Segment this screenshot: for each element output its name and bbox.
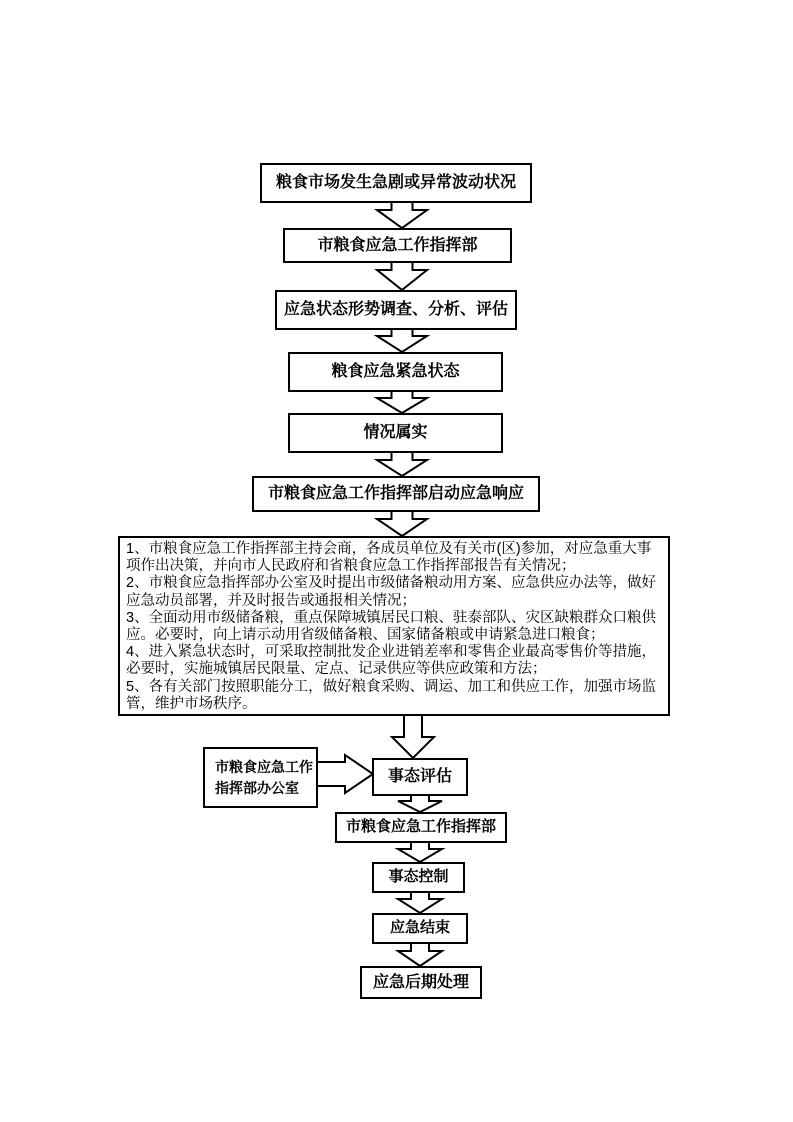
flow-box-market-fluctuation: 粮食市场发生急剧或异常波动状况: [260, 163, 532, 203]
flow-box-situation-assessment: 事态评估: [372, 758, 468, 796]
flow-box-headquarters: 市粮食应急工作指挥部: [283, 228, 512, 263]
flow-arrow-down-7: [398, 796, 442, 812]
measure-item-4: 4、进入紧急状态时，可采取控制批发企业进销差率和零售企业最高零售价等措施，必要时，实施城镇居民限量、定点、记录供应等供应政策和方法；: [126, 644, 657, 678]
office-label-line2: 指挥部办公室: [215, 779, 299, 796]
flow-arrow-right: [318, 755, 373, 793]
flow-box-emergency-state: 粮食应急紧急状态: [288, 352, 503, 392]
flow-box-office: [203, 747, 318, 808]
flow-arrow-down-10: [398, 944, 442, 966]
flow-arrow-down-2: [377, 263, 427, 290]
measure-item-5: 5、各有关部门按照职能分工，做好粮食采购、调运、加工和供应工作，加强市场监管，维护市场秩序。: [126, 678, 657, 712]
measure-item-1: 1、市粮食应急工作指挥部主持会商，各成员单位及有关市(区)参加，对应急重大事项作出决策，并向市人民政府和省粮食应急工作指挥部报告有关情况；: [126, 541, 652, 575]
measure-item-2: 2、市粮食应急指挥部办公室及时提出市级储备粮动用方案、应急供应办法等，做好应急动员部署，并及时报告或通报相关情况；: [126, 575, 657, 609]
flow-arrow-down-3: [377, 330, 427, 352]
flow-arrow-down-5: [377, 453, 427, 476]
flow-arrow-down-6: [377, 512, 427, 536]
flow-arrow-down-8: [398, 843, 442, 862]
office-label-line1: 市粮食应急工作: [215, 758, 313, 775]
flow-box-post-emergency: 应急后期处理: [360, 966, 482, 999]
measure-item-3: 3、全面动用市级储备粮，重点保障城镇居民口粮、驻泰部队、灾区缺粮群众口粮供应。必要时，向上请示动用省级储备粮、国家储备粮或申请紧急进口粮食；: [126, 609, 657, 644]
flow-box-situation-control: 事态控制: [372, 862, 465, 893]
flow-arrow-down-1: [377, 203, 427, 228]
flow-box-response-measures: [118, 536, 670, 716]
flow-box-emergency-end: 应急结束: [372, 913, 468, 944]
flow-arrow-down-long: [392, 716, 434, 758]
flow-box-situation-confirmed: 情况属实: [288, 413, 503, 453]
flow-box-investigation: 应急状态形势调查、分析、评估: [275, 290, 517, 330]
flow-box-activate-response: 市粮食应急工作指挥部启动应急响应: [252, 476, 540, 512]
flow-arrow-down-9: [398, 893, 442, 913]
flow-box-headquarters-2: 市粮食应急工作指挥部: [335, 812, 507, 843]
flow-arrow-down-4: [377, 392, 427, 413]
